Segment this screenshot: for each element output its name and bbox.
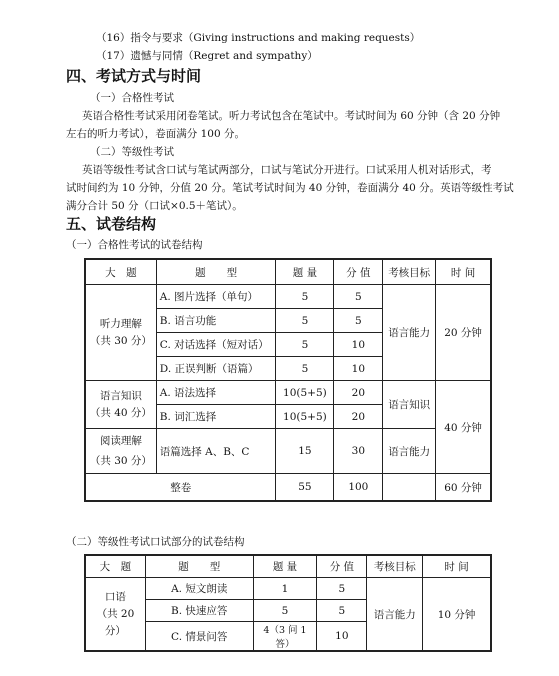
header-cell: 题 型	[156, 260, 276, 285]
table-row	[86, 285, 491, 309]
score-cell: 5	[317, 600, 367, 622]
paragraph-line: 满分合计 50 分（口试×0.5＋笔试）。	[66, 200, 243, 212]
table2-caption: （二）等级性考试口试部分的试卷结构	[66, 536, 245, 548]
type-cell: A. 短文朗读	[145, 578, 253, 600]
score-cell: 5	[317, 578, 367, 600]
paragraph-line: 左右的听力考试），卷面满分 100 分。	[66, 128, 245, 140]
score-cell: 10	[317, 622, 367, 651]
group-reading: 阅读理解 （共 30 分）	[86, 429, 157, 474]
type-cell: B. 词汇选择	[156, 405, 276, 429]
type-cell: 语篇选择 A、B、C	[156, 429, 276, 474]
header-cell: 考核目标	[367, 556, 423, 578]
header-cell: 时 间	[423, 556, 491, 578]
type-cell: C. 情景问答	[145, 622, 253, 651]
count-cell: 10(5+5)	[276, 381, 334, 405]
goal-cell: 语言能力	[383, 285, 436, 381]
score-cell: 20	[334, 405, 383, 429]
count-cell: 5	[276, 333, 334, 357]
goal-cell: 语言知识	[383, 381, 436, 429]
header-cell: 大 题	[86, 556, 146, 578]
goal-cell: 语言能力	[367, 578, 423, 651]
total-time: 60 分钟	[436, 474, 491, 501]
paragraph-line: 英语合格性考试采用闭卷笔试。听力考试包含在笔试中。考试时间为 60 分钟（含 20 分钟	[82, 110, 501, 122]
table1-caption: （一）合格性考试的试卷结构	[66, 239, 203, 251]
count-cell: 15	[276, 429, 334, 474]
score-cell: 30	[334, 429, 383, 474]
time-cell: 10 分钟	[423, 578, 491, 651]
header-cell: 题 量	[253, 556, 317, 578]
table-row	[86, 578, 491, 600]
type-cell: A. 图片选择（单句）	[156, 285, 276, 309]
type-cell: B. 语言功能	[156, 309, 276, 333]
total-count: 55	[276, 474, 334, 501]
total-score: 100	[334, 474, 383, 501]
header-cell: 题 量	[276, 260, 334, 285]
subheading-qualification-exam: （一）合格性考试	[90, 92, 174, 104]
type-cell: C. 对话选择（短对话）	[156, 333, 276, 357]
table-row	[86, 429, 491, 474]
table-total-row	[86, 474, 491, 501]
list-item-16: （16）指令与要求（Giving instructions and making requests）	[96, 32, 421, 44]
table-header-row	[86, 260, 491, 285]
header-cell: 大 题	[86, 260, 157, 285]
qualification-exam-table	[85, 259, 491, 501]
count-cell: 4（3 问 1 答）	[253, 622, 317, 651]
oral-exam-table	[85, 555, 491, 651]
count-cell: 5	[253, 600, 317, 622]
total-goal-empty	[383, 474, 436, 501]
table-row	[86, 381, 491, 405]
goal-cell: 语言能力	[383, 429, 436, 474]
header-cell: 题 型	[145, 556, 253, 578]
count-cell: 5	[276, 309, 334, 333]
subheading-level-exam: （二）等级性考试	[90, 146, 174, 158]
score-cell: 10	[334, 333, 383, 357]
group-oral: 口语 （共 20 分）	[86, 578, 146, 651]
score-cell: 5	[334, 309, 383, 333]
score-cell: 10	[334, 357, 383, 381]
total-label: 整卷	[86, 474, 276, 501]
time-cell: 40 分钟	[436, 381, 491, 474]
score-cell: 20	[334, 381, 383, 405]
section-heading-4: 四、考试方式与时间	[66, 67, 202, 85]
table-header-row	[86, 556, 491, 578]
score-cell: 5	[334, 285, 383, 309]
header-cell: 时 间	[436, 260, 491, 285]
type-cell: D. 正误判断（语篇）	[156, 357, 276, 381]
type-cell: B. 快速应答	[145, 600, 253, 622]
group-listening: 听力理解 （共 30 分）	[86, 285, 157, 381]
count-cell: 5	[276, 357, 334, 381]
paragraph-line: 试时间约为 10 分钟，分值 20 分。笔试考试时间为 40 分钟，卷面满分 40 分。英语等级性考试	[66, 182, 514, 194]
type-cell: A. 语法选择	[156, 381, 276, 405]
section-heading-5: 五、试卷结构	[66, 215, 157, 233]
header-cell: 分 值	[334, 260, 383, 285]
list-item-17: （17）遗憾与同情（Regret and sympathy）	[96, 50, 318, 62]
header-cell: 分 值	[317, 556, 367, 578]
group-language-knowledge: 语言知识 （共 40 分）	[86, 381, 157, 429]
count-cell: 10(5+5)	[276, 405, 334, 429]
time-cell: 20 分钟	[436, 285, 491, 381]
count-cell: 5	[276, 285, 334, 309]
count-cell: 1	[253, 578, 317, 600]
header-cell: 考核目标	[383, 260, 436, 285]
paragraph-line: 英语等级性考试含口试与笔试两部分，口试与笔试分开进行。口试采用人机对话形式，考	[82, 164, 492, 176]
